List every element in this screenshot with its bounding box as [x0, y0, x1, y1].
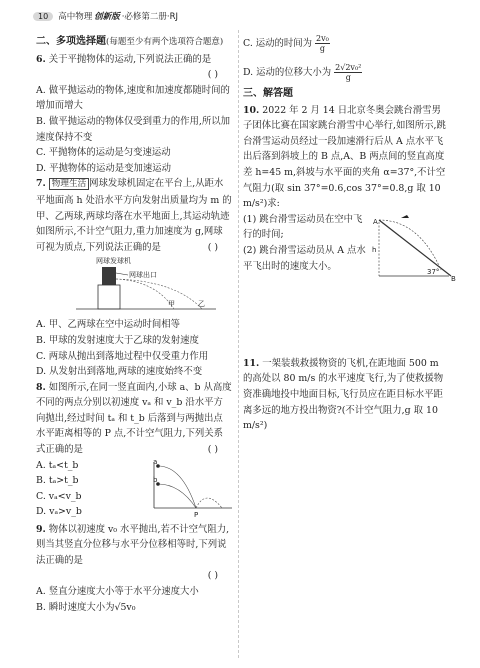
q8-p-label: P — [194, 510, 199, 519]
q9-answer-blank[interactable]: ( ) — [207, 570, 218, 582]
q7-outlet-label: 网球出口 — [129, 271, 157, 280]
q10-sub-2: (2) 跳台滑雪运动员从 A 点水平飞出时的速度大小。 — [243, 244, 366, 272]
q6-answer-blank[interactable]: ( ) — [207, 69, 218, 81]
q10-stem: 2022 年 2 月 14 日北京冬奥会跳台滑雪男子团体比赛在国家跳台滑雪中心举行,如图所示,跳台滑雪运动员经过一段加速滑行后从 A 点水平飞出后落到斜坡上的 B 点,A、B 两点间的竖直高度差 h=45 m,斜坡与水平面的夹角 α=37°,不计空气阻力(取 sin 37°=0.6,cos 37°=0.8,g 取 10 m/s²)求: — [243, 104, 446, 210]
q8-a-label: a — [153, 457, 158, 466]
q8-option-b: B. tₐ>t_b — [36, 475, 79, 487]
q6-option-a: A. 做平抛运动的物体,速度和加速度都随时间的增加而增大 — [36, 84, 230, 112]
question-10 — [243, 103, 456, 292]
q10-b-label: B — [451, 274, 456, 283]
q10-a-label: A — [373, 217, 378, 226]
q9-option-c: C. 运动的时间为 $\frac{\text{2v₀}}{g}$ — [243, 34, 329, 53]
q6-option-b: B. 做平抛运动的物体仅受到重力的作用,所以加速度保持不变 — [36, 115, 230, 143]
left-column — [36, 33, 232, 615]
q9-number: 9. — [36, 523, 46, 535]
q11-number: 11. — [243, 357, 260, 369]
q6-option-d: D. 平抛物体的运动是变加速运动 — [36, 162, 172, 174]
trajectory-b — [158, 484, 196, 508]
section-multi-choice: 二、多项选择题(每题至少有两个选项符合题意) — [36, 36, 224, 47]
q9-c-fraction: $\frac{\text{2v₀}}{g}$ — [316, 34, 329, 53]
trajectory-b — [116, 279, 202, 309]
page-header — [33, 8, 178, 24]
q9-option-b: B. 瞬时速度大小为√5v₀ — [36, 601, 136, 613]
q8-figure — [152, 458, 234, 520]
header-brand-logo: 创新版 — [94, 12, 120, 22]
q7-answer-blank[interactable]: ( ) — [207, 241, 218, 253]
right-column — [243, 33, 456, 434]
q8-option-c: C. vₐ<v_b — [36, 490, 82, 502]
q7-ball-b-label: 乙 — [198, 300, 205, 309]
q10-h-label: h — [372, 245, 377, 254]
q10-answer-space[interactable] — [243, 292, 448, 356]
q9-option-d: D. 运动的位移大小为 $\frac{\text{2√2v₀²}}{g}$ — [243, 63, 362, 82]
question-6 — [36, 52, 232, 177]
q9-d-fraction: $\frac{\text{2√2v₀²}}{g}$ — [335, 63, 362, 82]
question-11 — [243, 356, 448, 434]
skier-icon — [401, 215, 409, 218]
page-number: 10 — [33, 12, 53, 21]
q6-number: 6. — [36, 53, 46, 65]
platform — [98, 285, 120, 309]
launcher-machine-icon — [102, 267, 116, 285]
q8-b-label: b — [153, 475, 158, 484]
q7-figure — [36, 255, 232, 317]
q7-number: 7. — [36, 178, 46, 190]
section-solutions: 三、解答题 — [243, 88, 293, 99]
q8-number: 8. — [36, 381, 46, 393]
q7-stem: 网球发球机固定在平台上,从距水平地面高 h 处沿水平方向发射出质量均为 m 的甲、乙两球,两球均落在水平地面上,其运动轨迹如图所示,不计空气阻力,重力加速度为 g,网球可视为质点,下列说法正确的是 — [36, 178, 232, 253]
q8-option-d: D. vₐ>v_b — [36, 506, 82, 518]
trajectory-a — [158, 466, 196, 508]
q7-ball-a-label: 甲 — [168, 300, 175, 309]
q9-option-a: A. 竖直分速度大小等于水平分速度大小 — [36, 586, 199, 598]
header-edition: ·必修第二册·RJ — [121, 12, 179, 22]
q7-option-d: D. 从发射出到落地,两球的速度始终不变 — [36, 366, 203, 378]
question-9 — [36, 522, 232, 616]
ski-jump-diagram — [371, 214, 457, 284]
column-divider — [238, 30, 240, 658]
q7-option-c: C. 两球从抛出到落地过程中仅受重力作用 — [36, 350, 209, 362]
q10-number: 10. — [243, 104, 260, 116]
tennis-launcher-diagram — [36, 255, 232, 317]
trajectory-a — [116, 279, 174, 309]
q8-option-a: A. tₐ<t_b — [36, 459, 79, 471]
q9-stem: 物体以初速度 v₀ 水平抛出,若不计空气阻力,则当其竖直分位移与水平分位移相等时,下列说法正确的是 — [36, 523, 230, 566]
q10-angle-label: 37° — [427, 267, 440, 276]
q8-stem: 如图所示,在同一竖直面内,小球 a、b 从高度不同的两点分别以初速度 vₐ 和 v_b 沿水平方向抛出,经过时间 tₐ 和 t_b 后落到与两抛出点水平距离相等的 P 点,不计空气阻力,下列关系式正确的是 — [36, 381, 232, 456]
q10-sub-1: (1) 跳台滑雪运动员在空中飞行的时间; — [243, 213, 363, 241]
q7-machine-label: 网球发球机 — [96, 257, 131, 266]
q8-answer-blank[interactable]: ( ) — [207, 444, 218, 456]
q7-option-a: A. 甲、乙两球在空中运动时间相等 — [36, 319, 180, 331]
header-subject: 高中物理 — [58, 12, 93, 22]
q6-stem: 关于平抛物体的运动,下列说法正确的是 — [48, 53, 212, 65]
question-8 — [36, 380, 232, 522]
q7-tag: 物理生活 — [49, 178, 89, 190]
q6-option-c: C. 平抛物体的运动是匀变速运动 — [36, 147, 171, 159]
q11-stem: 一架装载救援物资的飞机,在距地面 500 m 的高处以 80 m/s 的水平速度飞行,为了使救援物资准确地投中地面目标,飞行员应在距目标水平距离多远的地方投出物资?(不计空气阻力,g 取 10 m/s²) — [243, 357, 444, 432]
question-7 — [36, 176, 232, 379]
q7-option-b: B. 甲球的发射速度大于乙球的发射速度 — [36, 334, 199, 346]
